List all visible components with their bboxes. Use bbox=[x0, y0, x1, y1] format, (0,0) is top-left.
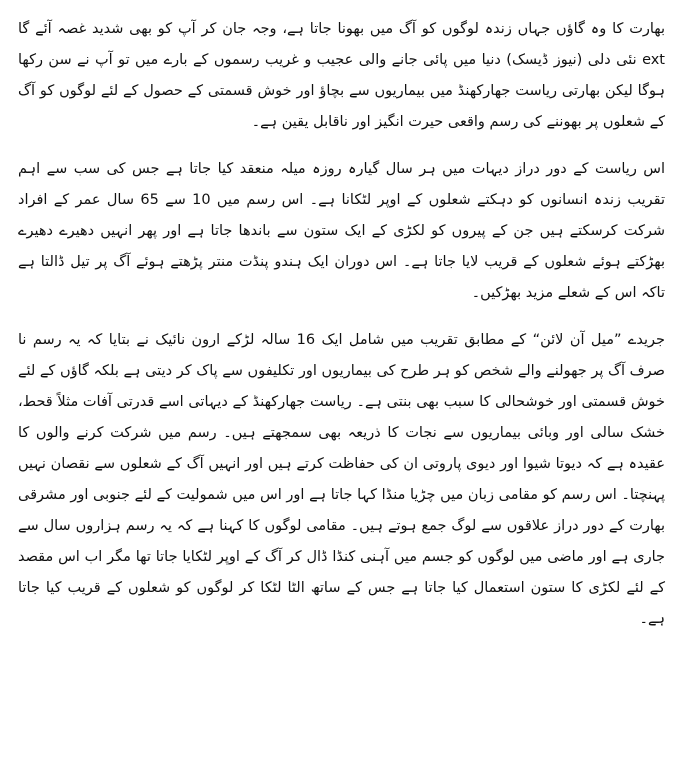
article-paragraph-3: جریدے ”میل آن لائن“ کے مطابق تقریب میں شامل ایک 16 سالہ لڑکے ارون نائیک نے بتایا کہ یہ رسم نا صرف آگ پر جھولنے والے شخص کو ہر طرح کی بیماریوں اور تکلیفوں سے پاک کر دیتی ہے بلکہ گاؤں کے لئے خوش قسمتی اور خوشحالی کا سبب بھی بنتی ہے۔ ریاست جھارکھنڈ کے دیہاتی اسے قدرتی آفات مثلاً قحط، خشک سالی اور وبائی بیماریوں سے نجات کا ذریعہ بھی سمجھتے ہیں۔ رسم میں شرکت کرنے والوں کا عقیدہ ہے کہ دیوتا شیوا اور دیوی پاروتی ان کی حفاظت کرتے ہیں اور انہیں آگ کے شعلوں سے نقصان نہیں پہنچتا۔ اس رسم کو مقامی زبان میں چڑیا منڈا کہا جاتا ہے اور اس میں شمولیت کے لئے جنوبی اور مشرقی بھارت کے دور دراز علاقوں سے لوگ جمع ہوتے ہیں۔ مقامی لوگوں کا کہنا ہے کہ یہ رسم ہزاروں سال سے جاری ہے اور ماضی میں لوگوں کو جسم میں آہنی کنڈا ڈال کر آگ کے اوپر لٹکایا جاتا تھا مگر اب اس مقصد کے لئے لکڑی کا ستون استعمال کیا جاتا ہے جس کے ساتھ الٹا لٹکا کر لوگوں کو شعلوں کے قریب کیا جاتا ہے۔ bbox=[18, 332, 665, 627]
article-paragraph-1: بھارت کا وہ گاؤں جہاں زندہ لوگوں کو آگ میں بھونا جاتا ہے، وجہ جان کر آپ کو بھی شدید غصہ آئے گا ext نئی دلی (نیوز ڈیسک) دنیا میں پائی جانے والی عجیب و غریب رسموں کے بارے میں تو آپ نے سن رکھا ہوگا لیکن بھارتی ریاست جھارکھنڈ میں بیماریوں سے بچاؤ اور خوش قسمتی کے حصول کے لئے لوگوں کو آگ کے شعلوں پر بھوننے کی رسم واقعی حیرت انگیز اور ناقابل یقین ہے۔ bbox=[18, 21, 665, 130]
article-paragraph-2: اس ریاست کے دور دراز دیہات میں ہر سال گیارہ روزہ میلہ منعقد کیا جاتا ہے جس کی سب سے اہم تقریب زندہ انسانوں کو دہکتے شعلوں کے اوپر لٹکانا ہے۔ اس رسم میں 10 سے 65 سال عمر کے افراد شرکت کرسکتے ہیں جن کے پیروں کو لکڑی کے ایک ستون سے باندھا جاتا ہے اور پھر انہیں دھیرے دھیرے بھڑکتے ہوئے شعلوں کے قریب لایا جاتا ہے۔ اس دوران ایک ہندو پنڈت منتر پڑھتے ہوئے آگ پر تیل ڈالتا ہے تاکہ اس کے شعلے مزید بھڑکیں۔ bbox=[18, 161, 665, 301]
